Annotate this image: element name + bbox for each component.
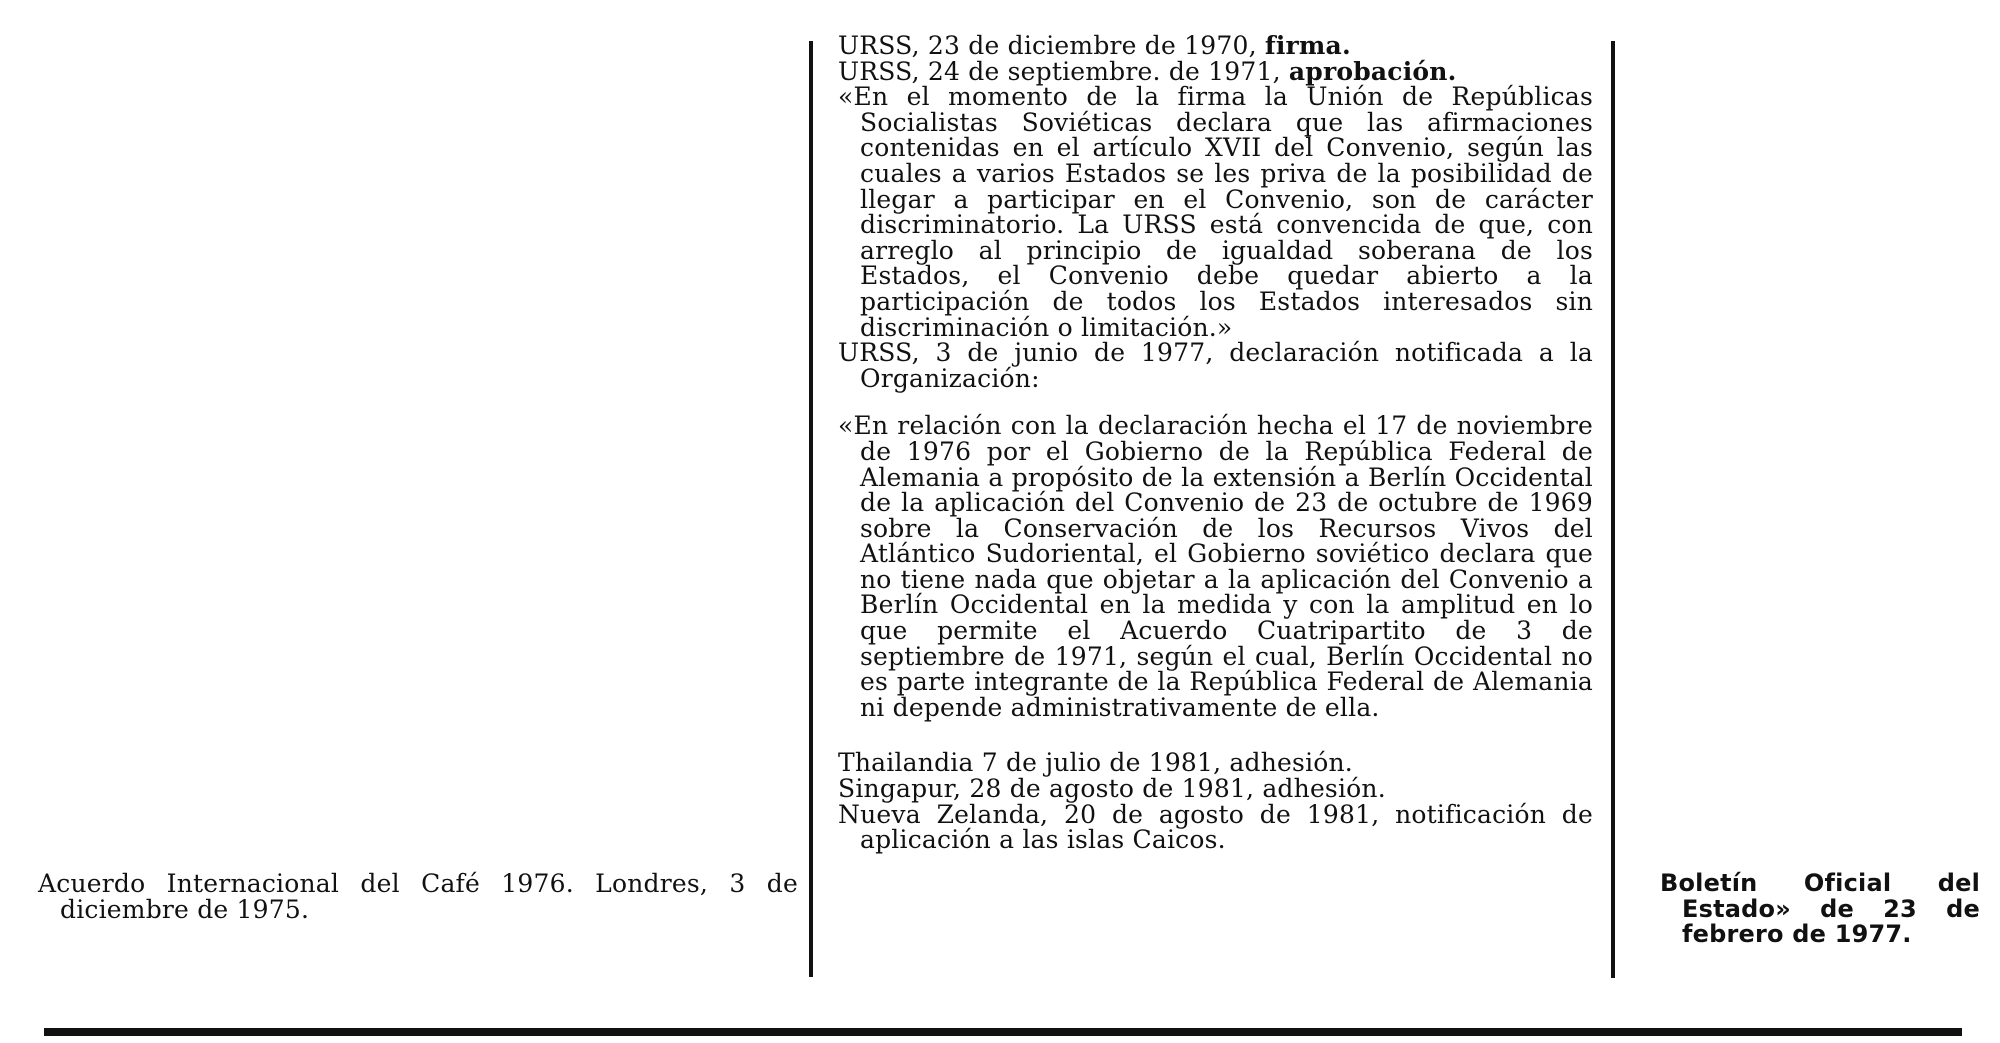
treaty-title: Acuerdo Internacional del Café 1976. Londres, 3 de diciembre de 1975. <box>38 869 798 924</box>
spacer <box>838 720 1593 750</box>
party-entry: Nueva Zelanda, 20 de agosto de 1981, notificación de aplicación a las islas Caicos. <box>838 799 1593 855</box>
column-divider-left <box>809 41 813 977</box>
party-entry: URSS, 23 de diciembre de 1970, firma. <box>838 31 1351 60</box>
section-divider <box>44 1027 1962 1036</box>
party-entry: Singapur, 28 de agosto de 1981, adhesión. <box>838 774 1386 804</box>
treaty-column <box>38 871 798 922</box>
party-entry: URSS, 24 de septiembre. de 1971, aprobación. <box>838 56 1457 86</box>
spacer <box>838 391 1593 413</box>
column-divider-right <box>1611 41 1615 978</box>
parties-column <box>838 33 1593 853</box>
source-reference: Boletín Oficial del Estado» de 23 de febrero de 1977. <box>1660 869 1980 949</box>
notification-entry: URSS, 3 de junio de 1977, declaración notificada a la Organización: <box>838 338 1593 393</box>
declaration-text: «En el momento de la firma la Unión de Repúblicas Socialistas Soviéticas declara que las afirmaciones contenidas en el artículo XVII del Convenio, según las cuales a varios Estados se les priva de la posibilidad de llegar a participar en el Convenio, son de carácter discriminatorio. La URSS está convencida de que, con arreglo al principio de igualdad soberana de los Estados, el Convenio debe quedar abierto a la participación de todos los Estados interesados sin discriminación o limitación.» <box>838 82 1593 342</box>
source-column <box>1660 871 1980 948</box>
declaration-text: «En relación con la declaración hecha el 17 de noviembre de 1976 por el Gobierno de la República Federal de Alemania a propósito de la extensión a Berlín Occidental de la aplicación del Convenio de 23 de octubre de 1969 sobre la Conservación de los Recursos Vivos del Atlántico Sudoriental, el Gobierno soviético declara que no tiene nada que objetar a la aplicación del Convenio a Berlín Occidental en la medida y con la amplitud en lo que permite el Acuerdo Cuatripartito de 3 de septiembre de 1971, según el cual, Berlín Occidental no es parte integrante de la República Federal de Alemania ni depende administrativamente de ella. <box>838 411 1593 722</box>
party-entry: Thailandia 7 de julio de 1981, adhesión. <box>838 748 1353 778</box>
